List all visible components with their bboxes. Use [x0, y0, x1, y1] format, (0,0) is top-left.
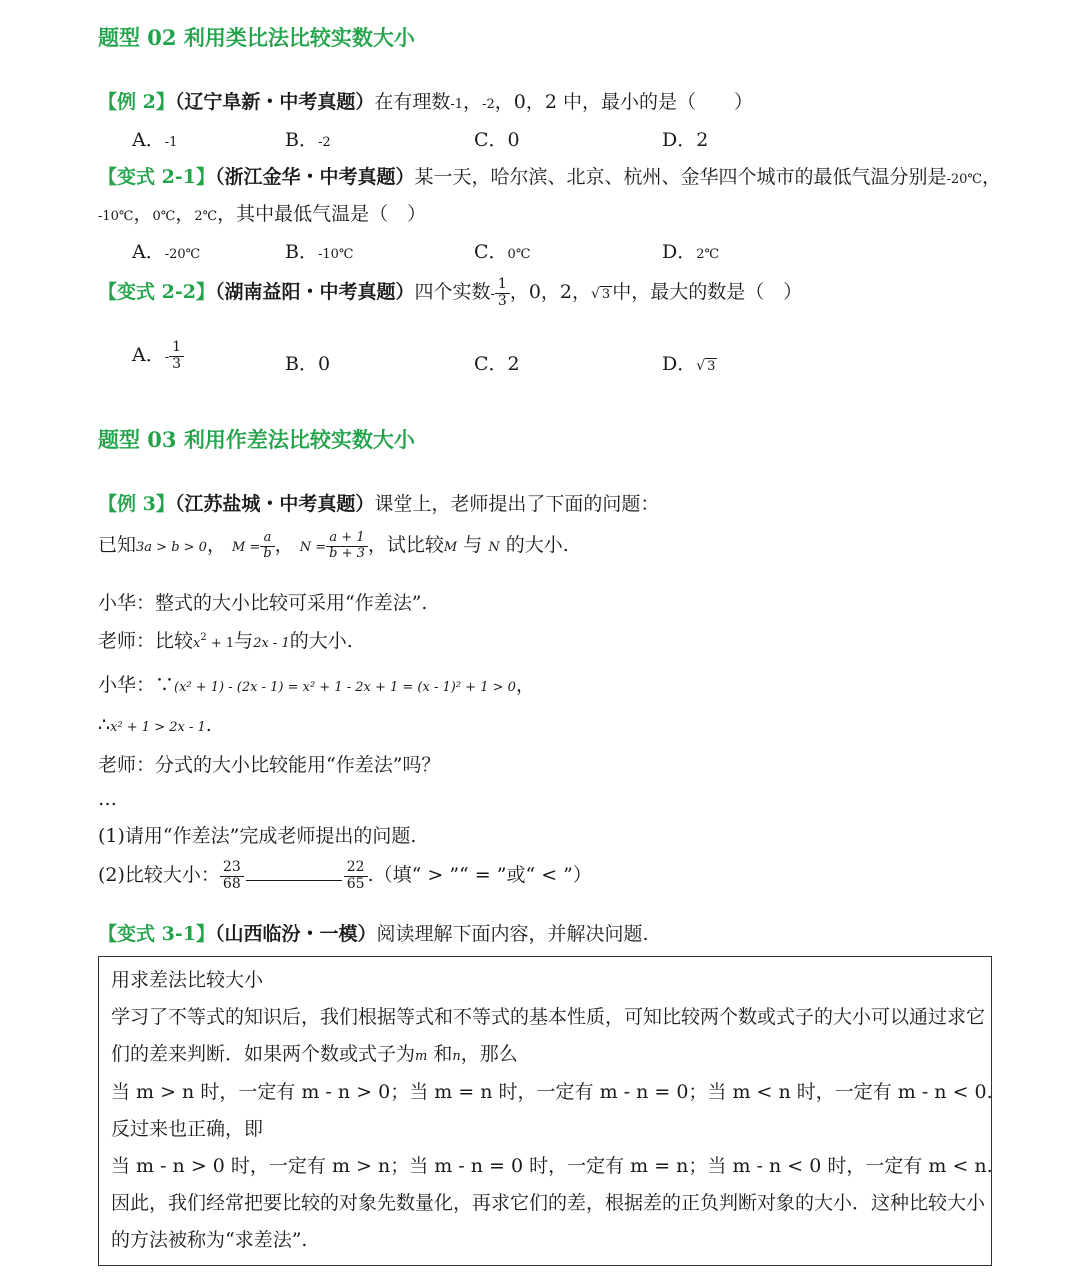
sqrt-symbol: √ 3 — [696, 358, 716, 374]
question-2: (2)比较大小： $\frac{23}{68}$ $\frac{22}{65}$ .（填“ > ”“ = ”或“ < ”） — [98, 859, 592, 892]
option-b: B．-2 — [285, 129, 331, 151]
source-label: （浙江金华・中考真题） — [214, 166, 415, 188]
option-a: A．-1 — [132, 129, 178, 151]
box-rule-2: 当 m - n > 0 时，一定有 m > n；当 m - n = 0 时，一定有 m = n；当 m - n < 0 时，一定有 m < n. — [111, 1155, 993, 1177]
section-heading-type03: 题型 03 利用作差法比较实数大小 — [98, 427, 415, 452]
example-tag: 【例 3】 — [98, 493, 175, 515]
option-d: D．2 — [662, 129, 709, 151]
variant-3-1-stem: 【变式 3-1】（山西临汾・一模）阅读理解下面内容，并解决问题. — [98, 923, 649, 945]
option-c: C．2 — [474, 353, 520, 375]
box-paragraph: 们的差来判断．如果两个数或式子为m 和n，那么 — [111, 1043, 518, 1065]
option-b: B．-10℃ — [285, 241, 354, 263]
fraction: $\frac{1}{3}$ — [495, 277, 510, 309]
option-a: A．-20℃ — [132, 241, 201, 263]
option-d: D．√ 3 — [662, 353, 716, 375]
box-paragraph: 的方法被称为“求差法”. — [111, 1229, 308, 1251]
answer-blank[interactable] — [246, 866, 342, 881]
variant-tag: 【变式 2-1】 — [98, 166, 215, 188]
teacher-line-2: 老师：分式的大小比较能用“作差法”吗？ — [98, 754, 441, 776]
ellipsis: … — [98, 788, 117, 810]
option-c: C．0 — [474, 129, 520, 151]
option-d: D．2℃ — [662, 241, 720, 263]
box-title: 用求差法比较大小 — [111, 969, 264, 991]
reading-box — [98, 956, 992, 1266]
question-1: (1)请用“作差法”完成老师提出的问题. — [98, 825, 417, 847]
box-paragraph: 因此，我们经常把要比较的对象先数量化，再求它们的差，根据差的正负判断对象的大小．这种比较大小 — [111, 1192, 986, 1214]
source-label: （辽宁阜新・中考真题） — [174, 91, 375, 113]
option-a: A．- $\frac{1}{3}$ — [132, 340, 184, 372]
fraction: $\frac{a + 1}{b + 3}$ — [326, 531, 368, 561]
section-heading-type02: 题型 02 利用类比法比较实数大小 — [98, 25, 415, 50]
fraction: $\frac{23}{68}$ — [220, 860, 244, 892]
source-label: （山西临汾・一模） — [214, 923, 377, 945]
box-paragraph: 反过来也正确，即 — [111, 1118, 264, 1140]
example-3-stem: 【例 3】（江苏盐城・中考真题）课堂上，老师提出了下面的问题： — [98, 493, 660, 515]
variant-tag: 【变式 3-1】 — [98, 923, 215, 945]
variant-2-1-stem-line2: -10℃，0℃，2℃，其中最低气温是（ ） — [98, 203, 427, 225]
therefore-line: ∴x² + 1 > 2x - 1. — [98, 714, 212, 736]
box-paragraph: 学习了不等式的知识后，我们根据等式和不等式的基本性质，可知比较两个数或式子的大小可以通过求它 — [111, 1006, 986, 1028]
variant-2-2-stem: 【变式 2-2】（湖南益阳・中考真题）四个实数- $\frac{1}{3}$ ，0，2，√ 3 中，最大的数是（ ） — [98, 276, 803, 309]
xiaohua-line-1: 小华：整式的大小比较可采用“作差法”. — [98, 592, 428, 614]
sqrt-symbol: √ 3 — [591, 286, 611, 302]
source-label: （湖南益阳・中考真题） — [214, 281, 415, 303]
xiaohua-line-2: 小华：∵(x² + 1) - (2x - 1) = x² + 1 - 2x + 1 = (x - 1)² + 1 > 0， — [98, 674, 535, 696]
box-rule-1: 当 m > n 时，一定有 m - n > 0；当 m = n 时，一定有 m - n = 0；当 m < n 时，一定有 m - n < 0. — [111, 1081, 993, 1103]
variant-tag: 【变式 2-2】 — [98, 281, 215, 303]
example-2-stem: 【例 2】（辽宁阜新・中考真题）在有理数-1，-2，0，2 中，最小的是（ ） — [98, 91, 753, 113]
fraction: $\frac{22}{65}$ — [344, 860, 368, 892]
teacher-line-1: 老师：比较$x^2 + 1$与2x - 1的大小. — [98, 630, 353, 652]
option-b: B．0 — [285, 353, 331, 375]
fraction: $\frac{a}{b}$ — [260, 531, 274, 561]
example-tag: 【例 2】 — [98, 91, 175, 113]
variant-2-1-stem-line1: 【变式 2-1】（浙江金华・中考真题）某一天，哈尔滨、北京、杭州、金华四个城市的最低气温分别是-20℃， — [98, 166, 1001, 188]
option-c: C．0℃ — [474, 241, 531, 263]
known-condition: 已知3a > b > 0， M = $\frac{a}{b}$ ， N = $\frac{a + 1}{b + 3}$ ，试比较M 与 N 的大小. — [98, 530, 569, 561]
source-label: （江苏盐城・中考真题） — [174, 493, 375, 515]
fraction: $\frac{1}{3}$ — [169, 340, 184, 372]
